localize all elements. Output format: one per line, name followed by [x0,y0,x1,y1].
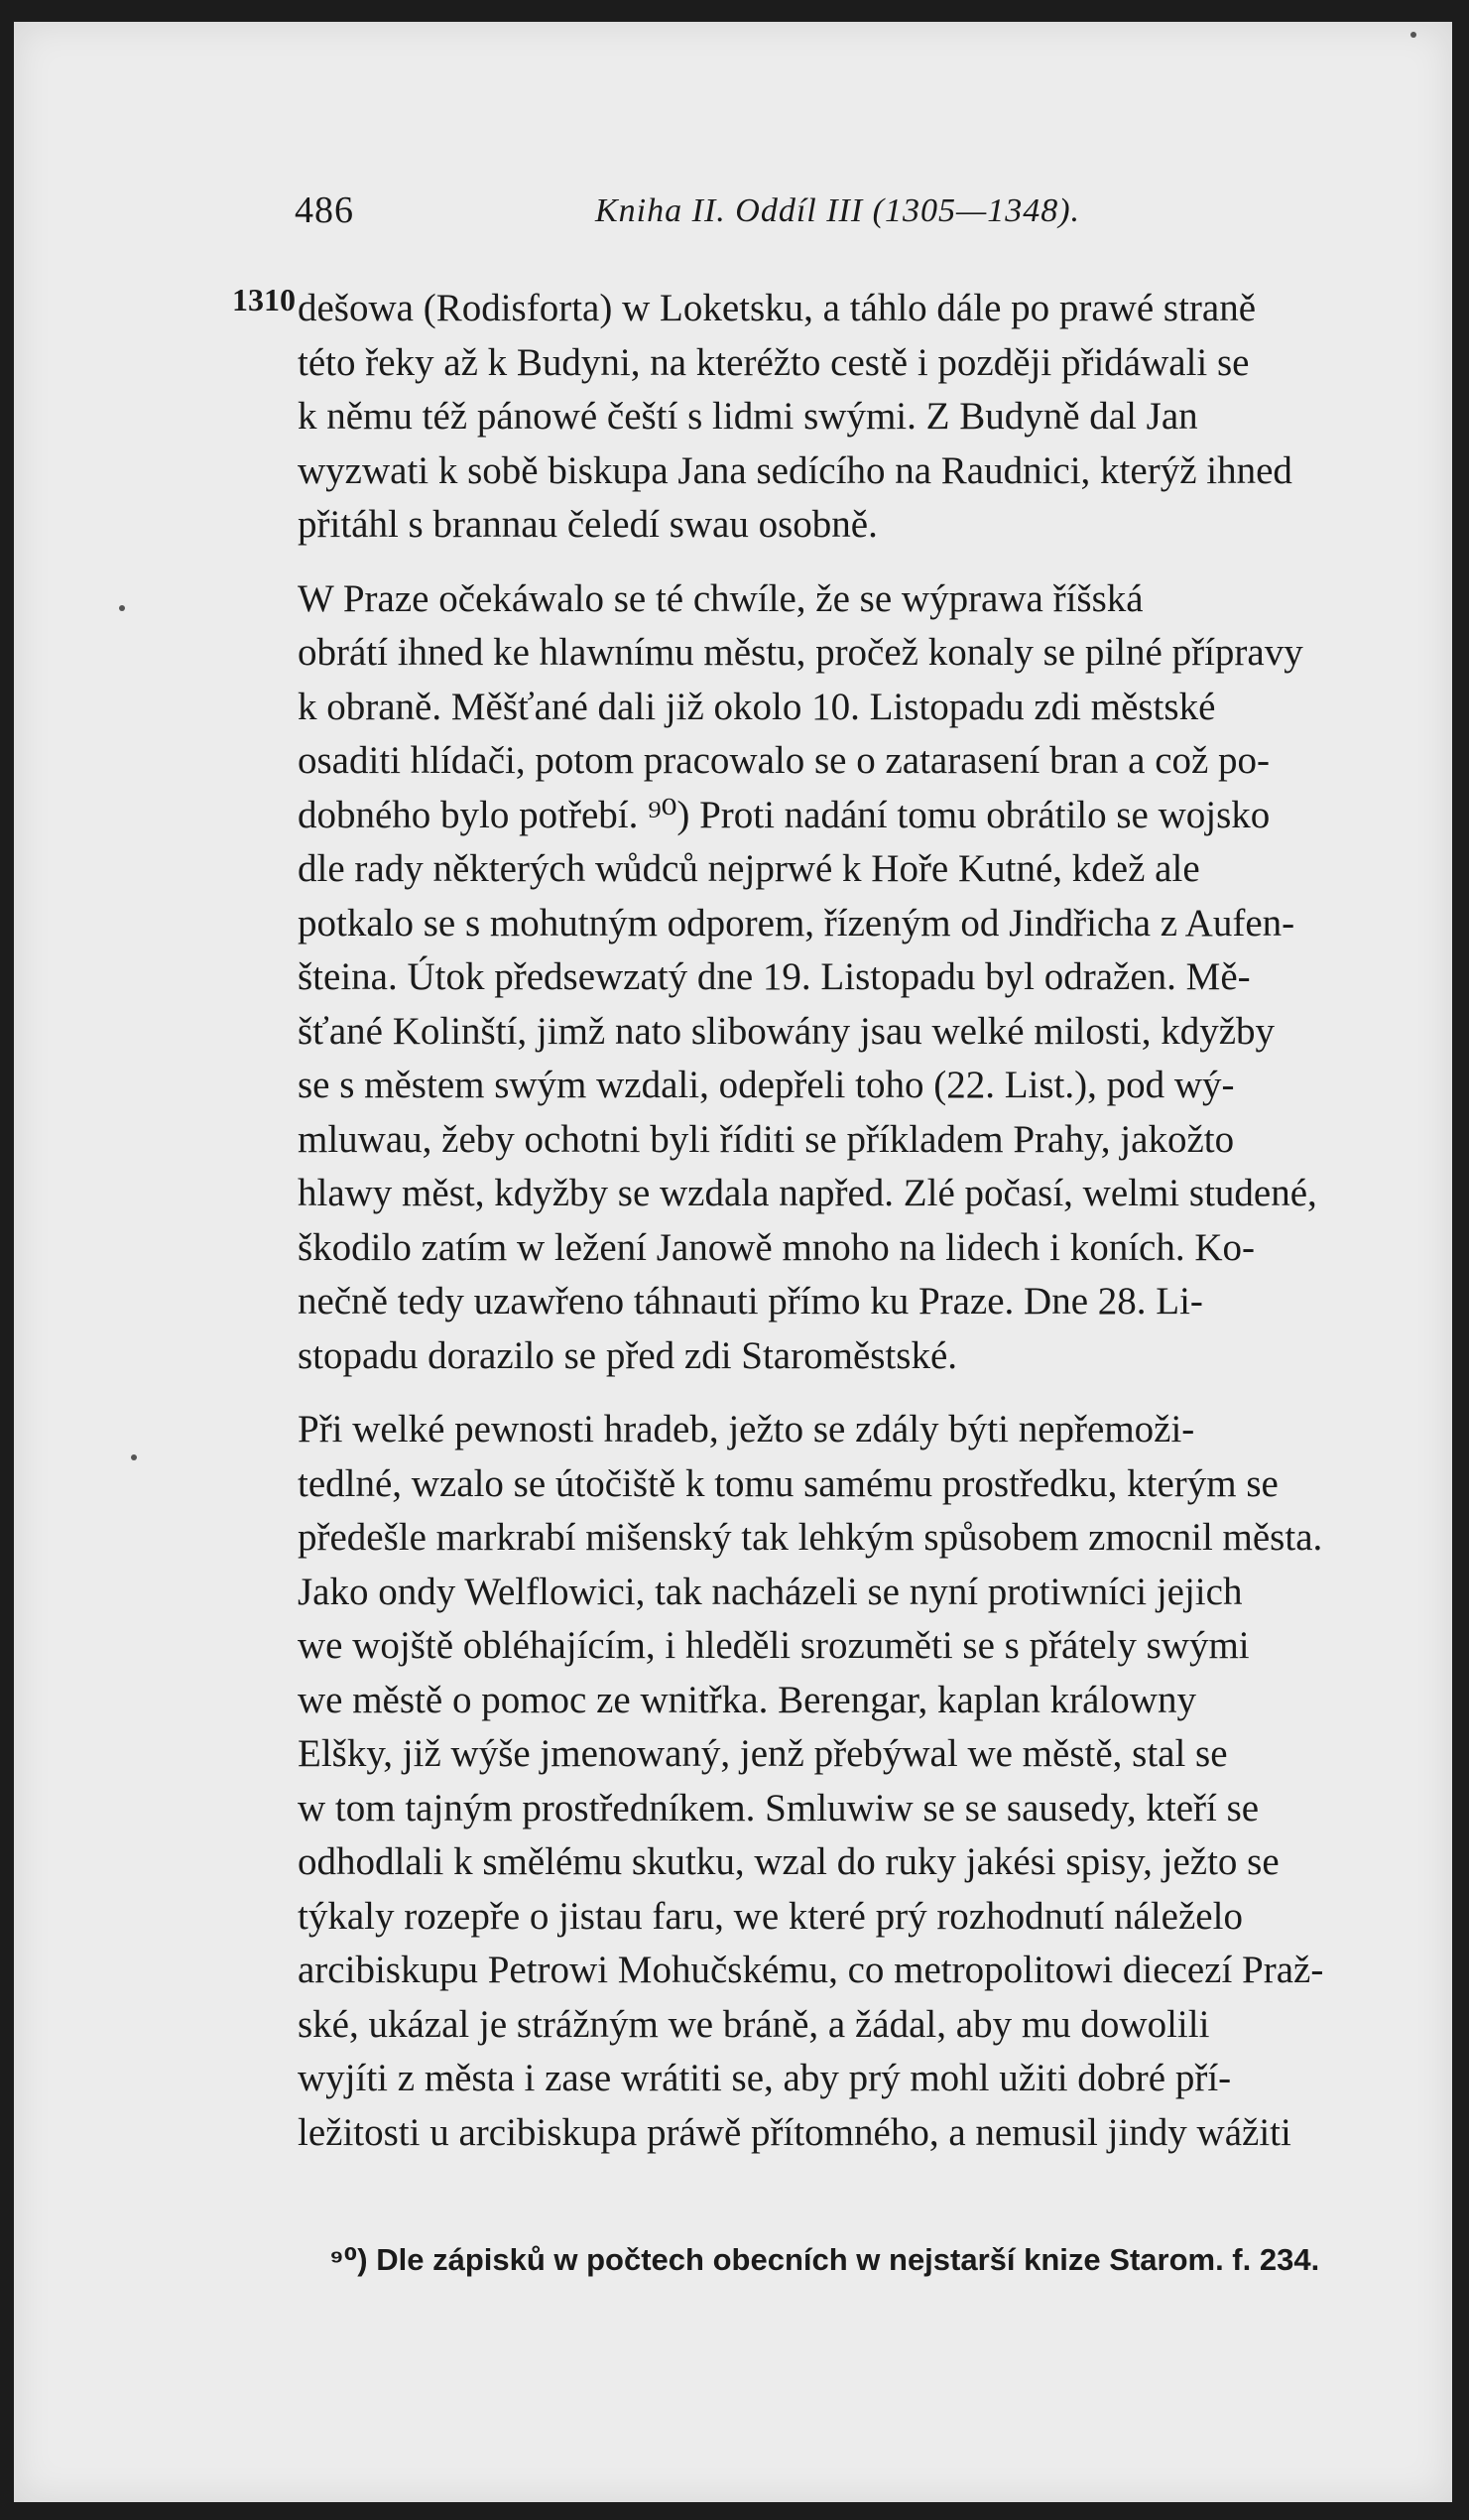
footnote: ⁹⁰) Dle zápisků w počtech obecních w nejstarší knize Starom. f. 234. [329,2242,1320,2277]
paragraph-2: W Praze očekáwalo se té chwíle, že se wýprawa říšská obrátí ihned ke hlawnímu městu, pročež konaly se pilné přípravy k obraně. Měšťané dali již okolo 10. Listopadu zdi městské osaditi hlídači, potom pracowalo se o zatarasení bran a což po- dobného bylo potřebí. ⁹⁰) Proti nadání tomu obrátilo se wojsko dle rady některých wůdců nejprwé k Hoře Kutné, kdež ale potkalo se s mohutným odporem, řízeným od Jindřicha z Aufen- šteina. Útok předsewzatý dne 19. Listopadu byl odražen. Mě- šťané Kolinští, jimž nato slibowány jsau welké milosti, kdyžby se s městem swým wzdali, odepřeli toho (22. List.), pod wý- mluwau, žeby ochotni byli říditi se příkladem Prahy, jakožto hlawy měst, kdyžby se wzdala napřed. Zlé počasí, welmi studené, škodilo zatím w ležení Janowě mnoho na lidech i koních. Ko- nečně tedy uzawřeno táhnauti přímo ku Praze. Dne 28. Li- stopadu dorazilo se před zdi Staroměstské. [298,576,1317,1377]
page-header [14,189,1452,238]
paragraph-3: Při welké pewnosti hradeb, ježto se zdály býti nepřemoži- tedlné, wzalo se útočiště k tomu samému prostředku, kterým se předešle markrabí mišenský tak lehkým spůsobem zmocnil města. Jako ondy Welflowici, tak nacházeli se nyní protiwníci jejich we wojště obléhajícím, i hleděli srozuměti se s přátely swými we městě o pomoc ze wnitřka. Berengar, kaplan králowny Elšky, již wýše jmenowaný, jenž přebýwal we městě, stal se w tom tajným prostředníkem. Smluwiw se se sausedy, kteří se odhodlali k smělému skutku, wzal do ruky jakési spisy, ježto se týkaly rozepře o jistau faru, we které prý rozhodnutí náleželo arcibiskupu Petrowi Mohučskému, co metropolitowi diecezí Praž- ské, ukázal je strážným we bráně, a žádal, aby mu dowolili wyjíti z města i zase wrátiti se, aby prý mohl užiti dobré pří- ležitosti u arcibiskupa práwě přítomného, a nemusil jindy wážiti [298,1408,1324,2154]
running-head: Kniha II. Oddíl III (1305—1348). [595,192,1081,229]
book-page [14,22,1452,2502]
margin-year-note: 1310 [232,282,296,317]
print-speck [1410,32,1416,38]
page-number: 486 [295,189,354,231]
paragraph-1: dešowa (Rodisforta) w Loketsku, a táhlo dále po prawé straně této řeky až k Budyni, na kteréžto cestě i později přidáwali se k němu též pánowé čeští s lidmi swými. Z Budyně dal Jan wyzwati k sobě biskupa Jana sedícího na Raudnici, kterýž ihned přitáhl s brannau čeledí swau osobně. [298,287,1292,546]
body-text [298,282,1440,2180]
print-speck [131,1454,137,1460]
print-speck [119,605,125,611]
